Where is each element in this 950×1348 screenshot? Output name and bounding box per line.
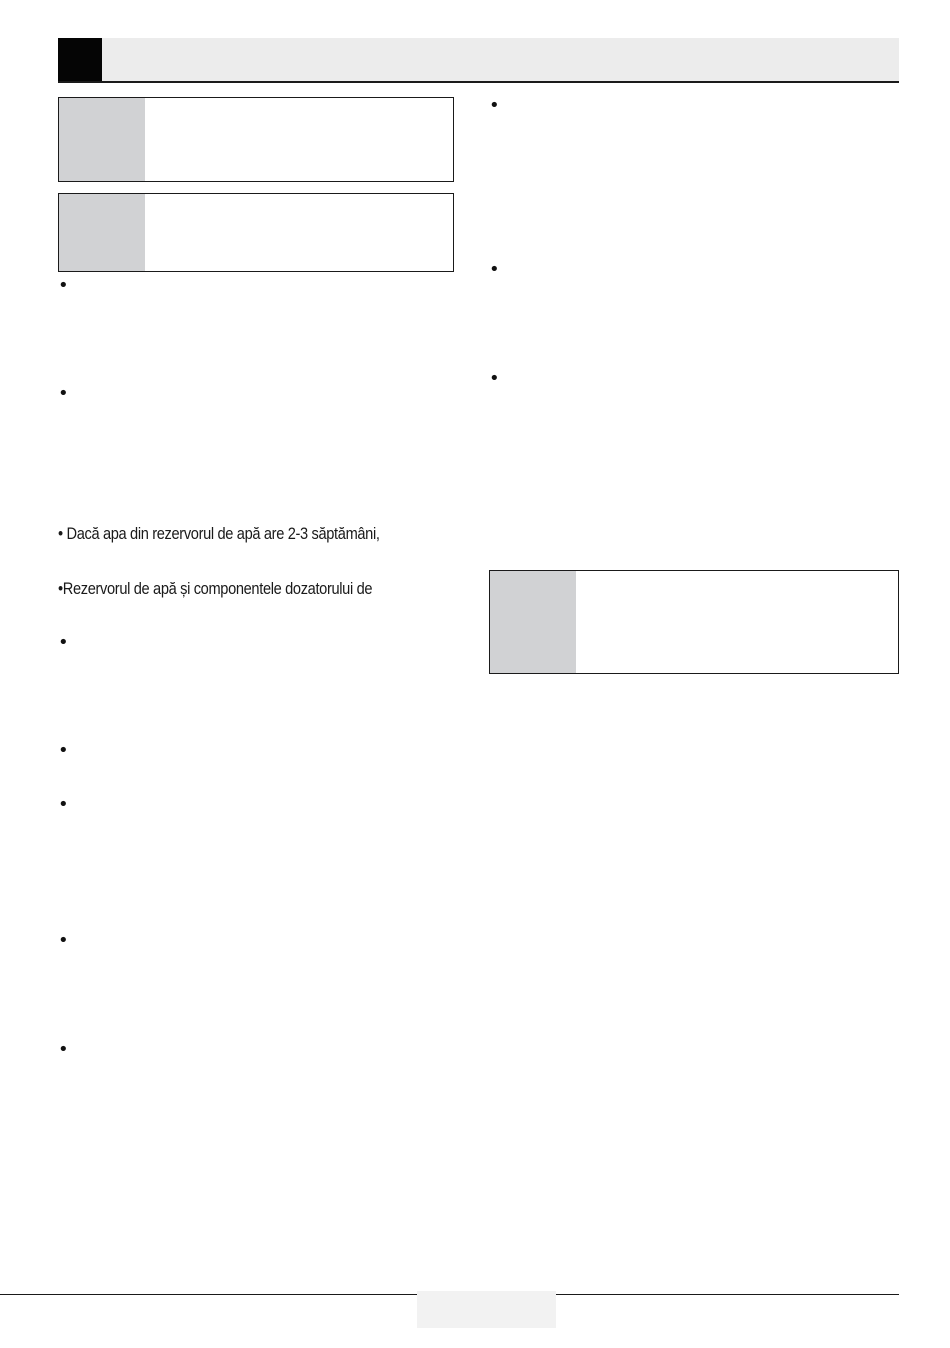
note-box-icon-area bbox=[59, 194, 145, 271]
note-box-icon-area bbox=[490, 571, 576, 673]
note-box-2 bbox=[58, 193, 454, 272]
paragraph-line-water-age: • Dacă apa din rezervorul de apă are 2-3 săptămâni, bbox=[58, 524, 380, 543]
bullet-icon: • bbox=[58, 794, 69, 815]
paragraph-line-tank-components: •Rezervorul de apă și componentele dozatorului de bbox=[58, 579, 373, 598]
bullet-icon: • bbox=[489, 368, 500, 389]
bullet-icon: • bbox=[58, 930, 69, 951]
note-box-1 bbox=[58, 97, 454, 182]
bullet-icon: • bbox=[58, 275, 69, 296]
bullet-icon: • bbox=[58, 1039, 69, 1060]
page-number-tab bbox=[417, 1291, 556, 1328]
bullet-icon: • bbox=[58, 383, 69, 404]
bullet-icon: • bbox=[489, 259, 500, 280]
bullet-icon: • bbox=[58, 632, 69, 653]
section-header-bar bbox=[58, 38, 899, 83]
section-number-block bbox=[58, 38, 102, 81]
bullet-icon: • bbox=[489, 95, 500, 116]
note-box-3 bbox=[489, 570, 899, 674]
bullet-icon: • bbox=[58, 740, 69, 761]
note-box-icon-area bbox=[59, 98, 145, 181]
